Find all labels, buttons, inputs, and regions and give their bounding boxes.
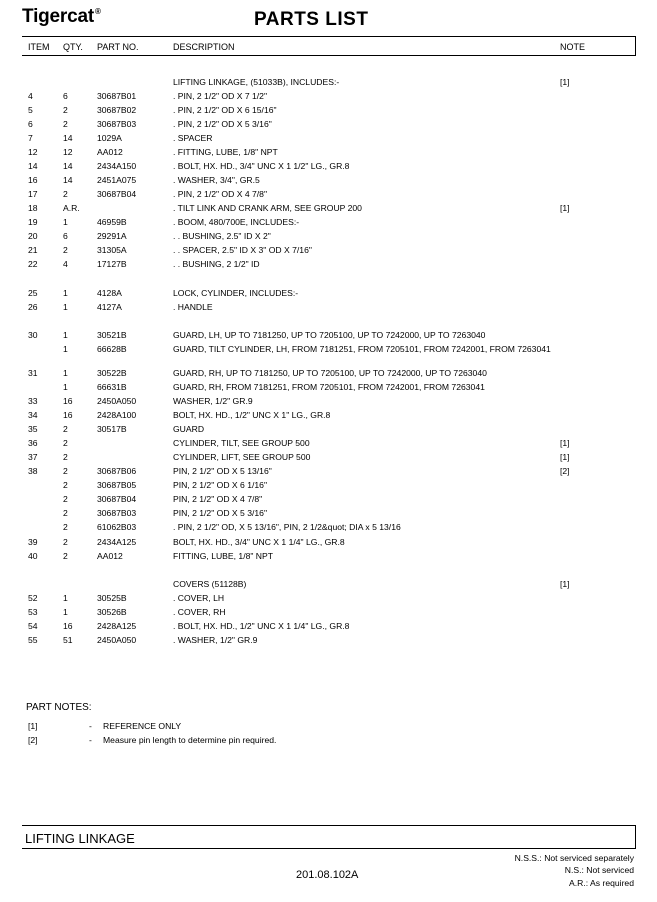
column-header-note: NOTE	[560, 42, 586, 52]
table-row	[0, 105, 657, 119]
cell-item: 20	[28, 231, 38, 241]
table-row	[0, 119, 657, 133]
table-row	[0, 133, 657, 147]
table-row	[0, 537, 657, 551]
cell-description: LOCK, CYLINDER, INCLUDES:-	[173, 288, 299, 298]
cell-description: . HANDLE	[173, 302, 213, 312]
cell-item: 36	[28, 438, 38, 448]
cell-description: GUARD, LH, UP TO 7181250, UP TO 7205100, UP TO 7242000, UP TO 7263040	[173, 330, 486, 340]
cell-description: GUARD, TILT CYLINDER, LH, FROM 7181251, FROM 7205101, FROM 7242001, FROM 7263041	[173, 344, 551, 354]
legend-line: A.R.: As required	[569, 877, 634, 888]
cell-description: . . SPACER, 2.5" ID X 3" OD X 7/16"	[173, 245, 312, 255]
cell-item: 17	[28, 189, 38, 199]
cell-qty: 1	[63, 302, 68, 312]
table-row	[0, 607, 657, 621]
cell-qty: 2	[63, 245, 68, 255]
cell-part-number: 2434A150	[97, 161, 137, 171]
part-notes-title: PART NOTES:	[26, 702, 92, 713]
cell-qty: 14	[63, 161, 73, 171]
cell-qty: 51	[63, 635, 73, 645]
legend-line: N.S.: Not serviced	[564, 865, 634, 876]
cell-qty: 1	[63, 368, 68, 378]
table-row	[0, 77, 657, 91]
cell-qty: 2	[63, 189, 68, 199]
cell-qty: 2	[63, 551, 68, 561]
cell-item: 53	[28, 607, 38, 617]
cell-qty: 1	[63, 382, 68, 392]
cell-part-number: 17127B	[97, 259, 127, 269]
cell-item: 38	[28, 466, 38, 476]
table-row	[0, 494, 657, 508]
table-row	[0, 161, 657, 175]
cell-description: . BOLT, HX. HD., 1/2" UNC X 1 1/4" LG., GR.8	[173, 621, 350, 631]
cell-qty: 2	[63, 105, 68, 115]
cell-part-number: 30521B	[97, 330, 127, 340]
table-row	[0, 466, 657, 480]
cell-qty: 1	[63, 593, 68, 603]
table-row	[0, 396, 657, 410]
column-header-part: PART NO.	[97, 42, 139, 52]
table-row	[0, 593, 657, 607]
table-row	[0, 147, 657, 161]
cell-note: [1]	[560, 77, 570, 87]
cell-qty: 2	[63, 424, 68, 434]
cell-qty: 1	[63, 330, 68, 340]
cell-description: PIN, 2 1/2" OD X 4 7/8"	[173, 494, 263, 504]
cell-part-number: 30687B05	[97, 480, 137, 490]
cell-qty: 2	[63, 537, 68, 547]
abbreviation-legend	[515, 852, 634, 889]
page-number: 201.08.102A	[296, 869, 359, 881]
cell-note: [2]	[560, 466, 570, 476]
cell-part-number: 66628B	[97, 344, 127, 354]
cell-part-number: 30687B01	[97, 91, 137, 101]
cell-description: BOLT, HX. HD., 1/2" UNC X 1" LG., GR.8	[173, 410, 331, 420]
cell-qty: 16	[63, 621, 73, 631]
table-row	[0, 579, 657, 593]
cell-description: . SPACER	[173, 133, 213, 143]
table-row	[0, 259, 657, 273]
cell-part-number: 2434A125	[97, 537, 137, 547]
cell-part-number: 30517B	[97, 424, 127, 434]
table-row	[0, 91, 657, 105]
cell-item: 55	[28, 635, 38, 645]
cell-part-number: 30687B04	[97, 189, 137, 199]
cell-description: . TILT LINK AND CRANK ARM, SEE GROUP 200	[173, 203, 362, 213]
cell-item: 39	[28, 537, 38, 547]
table-row	[0, 410, 657, 424]
cell-part-number: AA012	[97, 147, 123, 157]
cell-item: 25	[28, 288, 38, 298]
table-row	[0, 203, 657, 217]
cell-part-number: 30526B	[97, 607, 127, 617]
cell-item: 16	[28, 175, 38, 185]
table-row	[0, 288, 657, 302]
table-row	[0, 635, 657, 649]
table-row	[0, 330, 657, 344]
cell-qty: 16	[63, 396, 73, 406]
cell-description: . WASHER, 3/4", GR.5	[173, 175, 260, 185]
cell-item: 52	[28, 593, 38, 603]
cell-part-number: 31305A	[97, 245, 127, 255]
table-row	[0, 424, 657, 438]
cell-note: [1]	[560, 438, 570, 448]
cell-qty: 1	[63, 288, 68, 298]
brand-name: Tigercat	[22, 6, 94, 27]
cell-description: GUARD, RH, UP TO 7181250, UP TO 7205100, UP TO 7242000, UP TO 7263040	[173, 368, 487, 378]
cell-part-number: 30522B	[97, 368, 127, 378]
cell-item: 40	[28, 551, 38, 561]
cell-item: 18	[28, 203, 38, 213]
cell-item: 21	[28, 245, 38, 255]
cell-item: 7	[28, 133, 33, 143]
cell-part-number: 4128A	[97, 288, 122, 298]
table-row	[0, 522, 657, 536]
cell-part-number: 2428A100	[97, 410, 137, 420]
page-title: PARTS LIST	[254, 9, 369, 30]
cell-item: 22	[28, 259, 38, 269]
cell-description: . PIN, 2 1/2" OD X 4 7/8"	[173, 189, 267, 199]
part-note-text: Measure pin length to determine pin required.	[103, 735, 277, 745]
cell-part-number: 30687B04	[97, 494, 137, 504]
cell-item: 34	[28, 410, 38, 420]
cell-qty: 16	[63, 410, 73, 420]
cell-description: . BOOM, 480/700E, INCLUDES:-	[173, 217, 300, 227]
cell-part-number: 66631B	[97, 382, 127, 392]
table-row	[0, 382, 657, 396]
table-row	[0, 245, 657, 259]
cell-qty: 14	[63, 133, 73, 143]
column-header-qty: QTY.	[63, 42, 83, 52]
cell-qty: 2	[63, 494, 68, 504]
cell-item: 5	[28, 105, 33, 115]
cell-item: 35	[28, 424, 38, 434]
cell-description: . PIN, 2 1/2" OD X 5 3/16"	[173, 119, 272, 129]
cell-part-number: 2450A050	[97, 635, 137, 645]
table-row	[0, 438, 657, 452]
cell-note: [1]	[560, 452, 570, 462]
cell-part-number: AA012	[97, 551, 123, 561]
cell-part-number: 30687B03	[97, 119, 137, 129]
cell-description: PIN, 2 1/2" OD X 6 1/16"	[173, 480, 267, 490]
section-title-box	[22, 825, 636, 849]
cell-part-number: 2428A125	[97, 621, 137, 631]
section-title: LIFTING LINKAGE	[25, 831, 135, 846]
table-row	[0, 302, 657, 316]
cell-item: 54	[28, 621, 38, 631]
cell-part-number: 2451A075	[97, 175, 137, 185]
table-row	[0, 452, 657, 466]
column-header-description: DESCRIPTION	[173, 42, 235, 52]
table-row	[0, 508, 657, 522]
cell-description: PIN, 2 1/2" OD X 5 13/16"	[173, 466, 272, 476]
cell-item: 37	[28, 452, 38, 462]
cell-description: BOLT, HX. HD., 3/4" UNC X 1 1/4" LG., GR.8	[173, 537, 345, 547]
column-header-item: ITEM	[28, 42, 50, 52]
part-note-ref: [1]	[28, 721, 38, 731]
cell-item: 4	[28, 91, 33, 101]
cell-description: GUARD, RH, FROM 7181251, FROM 7205101, FROM 7242001, FROM 7263041	[173, 382, 485, 392]
cell-qty: 14	[63, 175, 73, 185]
part-note-ref: [2]	[28, 735, 38, 745]
cell-description: . COVER, RH	[173, 607, 226, 617]
cell-qty: A.R.	[63, 203, 80, 213]
cell-description: GUARD	[173, 424, 205, 434]
cell-qty: 6	[63, 91, 68, 101]
cell-qty: 2	[63, 508, 68, 518]
part-note-dash: -	[89, 735, 92, 745]
cell-part-number: 46959B	[97, 217, 127, 227]
cell-qty: 2	[63, 522, 68, 532]
legend-line: N.S.S.: Not serviced separately	[514, 853, 634, 863]
cell-item: 30	[28, 330, 38, 340]
cell-part-number: 2450A050	[97, 396, 137, 406]
table-row	[0, 231, 657, 245]
table-row	[0, 189, 657, 203]
part-note-dash: -	[89, 721, 92, 731]
cell-part-number: 30687B03	[97, 508, 137, 518]
cell-description: . . BUSHING, 2.5" ID X 2"	[173, 231, 271, 241]
cell-description: CYLINDER, LIFT, SEE GROUP 500	[173, 452, 311, 462]
cell-qty: 6	[63, 231, 68, 241]
cell-part-number: 30687B02	[97, 105, 137, 115]
cell-part-number: 30525B	[97, 593, 127, 603]
cell-part-number: 30687B06	[97, 466, 137, 476]
cell-qty: 4	[63, 259, 68, 269]
cell-item: 19	[28, 217, 38, 227]
table-row	[0, 217, 657, 231]
cell-item: 6	[28, 119, 33, 129]
cell-part-number: 4127A	[97, 302, 122, 312]
cell-qty: 2	[63, 480, 68, 490]
cell-item: 26	[28, 302, 38, 312]
table-row	[0, 551, 657, 565]
cell-qty: 2	[63, 466, 68, 476]
cell-description: . PIN, 2 1/2" OD, X 5 13/16", PIN, 2 1/2&quot; DIA x 5 13/16	[173, 522, 401, 532]
part-note-text: REFERENCE ONLY	[103, 721, 182, 731]
cell-qty: 12	[63, 147, 73, 157]
cell-part-number: 29291A	[97, 231, 127, 241]
cell-note: [1]	[560, 579, 570, 589]
cell-description: . BOLT, HX. HD., 3/4" UNC X 1 1/2" LG., GR.8	[173, 161, 350, 171]
table-row	[0, 368, 657, 382]
cell-item: 31	[28, 368, 38, 378]
cell-part-number: 61062B03	[97, 522, 137, 532]
cell-item: 12	[28, 147, 38, 157]
cell-qty: 1	[63, 607, 68, 617]
cell-qty: 2	[63, 119, 68, 129]
cell-description: . COVER, LH	[173, 593, 225, 603]
cell-description: PIN, 2 1/2" OD X 5 3/16"	[173, 508, 267, 518]
table-row	[0, 480, 657, 494]
cell-qty: 1	[63, 217, 68, 227]
cell-description: FITTING, LUBE, 1/8" NPT	[173, 551, 273, 561]
cell-qty: 1	[63, 344, 68, 354]
table-row	[0, 621, 657, 635]
cell-qty: 2	[63, 452, 68, 462]
cell-item: 33	[28, 396, 38, 406]
cell-description: . PIN, 2 1/2" OD X 6 15/16"	[173, 105, 277, 115]
cell-description: COVERS (51128B)	[173, 579, 247, 589]
table-row	[0, 344, 657, 358]
cell-description: CYLINDER, TILT, SEE GROUP 500	[173, 438, 310, 448]
cell-description: LIFTING LINKAGE, (51033B), INCLUDES:-	[173, 77, 340, 87]
cell-description: . WASHER, 1/2" GR.9	[173, 635, 258, 645]
cell-qty: 2	[63, 438, 68, 448]
cell-part-number: 1029A	[97, 133, 122, 143]
cell-description: . FITTING, LUBE, 1/8" NPT	[173, 147, 278, 157]
cell-item: 14	[28, 161, 38, 171]
cell-note: [1]	[560, 203, 570, 213]
registered-mark: ®	[94, 7, 101, 16]
table-row	[0, 175, 657, 189]
cell-description: . PIN, 2 1/2" OD X 7 1/2"	[173, 91, 267, 101]
cell-description: WASHER, 1/2" GR.9	[173, 396, 253, 406]
cell-description: . . BUSHING, 2 1/2" ID	[173, 259, 260, 269]
